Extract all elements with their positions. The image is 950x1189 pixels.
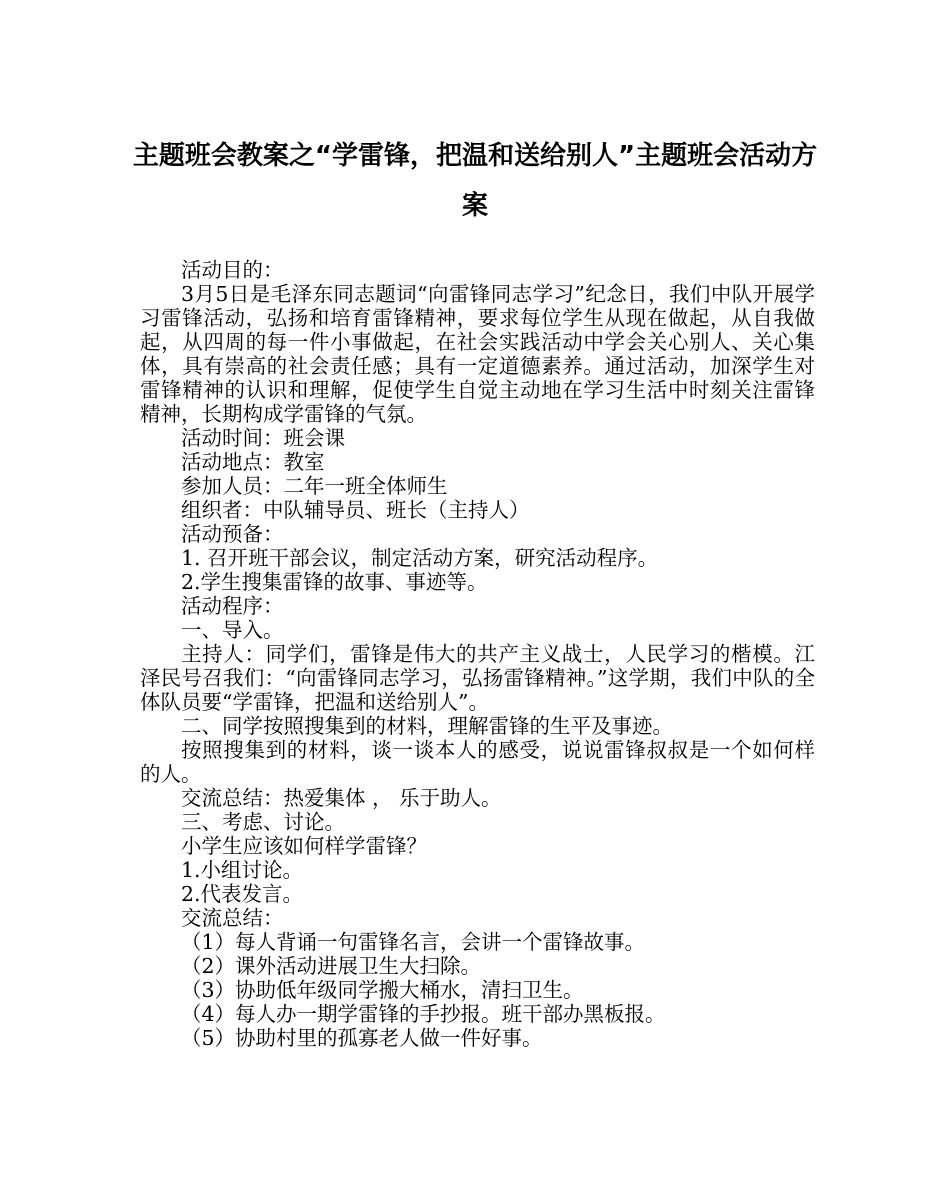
paragraph: （2）课外活动进展卫生大扫除。 <box>181 954 482 978</box>
paragraph: 小学生应该如何样学雷锋？ <box>181 834 427 858</box>
paragraph: 1.小组讨论。 <box>181 858 304 882</box>
paragraph: 活动程序： <box>181 594 284 618</box>
paragraph: 2.学生搜集雷锋的故事、事迹等。 <box>181 570 488 594</box>
paragraph: （3）协助低年级同学搬大桶水，清扫卫生。 <box>181 978 584 1002</box>
paragraph: 活动时间：班会课 <box>181 426 345 450</box>
paragraph: 二、同学按照搜集到的材料，理解雷锋的生平及事迹。 <box>181 714 673 738</box>
paragraph: 三、考虑、讨论。 <box>181 810 345 834</box>
paragraph: （4）每人办一期学雷锋的手抄报。班干部办黑板报。 <box>181 1002 666 1026</box>
paragraph: 3月5日是毛泽东同志题词“向雷锋同志学习”纪念日，我们中队开展学习雷锋活动，弘扬和培育雷锋精神，要求每位学生从现在做起，从自我做起，从四周的每一件小事做起，在社会实践活动中学会关心别人、关心集体，具有崇高的社会责任感；具有一定道德素养。通过活动，加深学生对雷锋精神的认识和理解，促使学生自觉主动地在学习生活中时刻关注雷锋精神，长期构成学雷锋的气氛。 <box>140 282 815 426</box>
paragraph: 交流总结： <box>181 906 284 930</box>
paragraph: 交流总结：热爱集体 ， 乐于助人。 <box>181 786 502 810</box>
document-body <box>140 258 815 1050</box>
paragraph: 活动地点：教室 <box>181 450 325 474</box>
paragraph: 活动目的： <box>181 258 284 282</box>
paragraph: 活动预备： <box>181 522 284 546</box>
paragraph: 1. 召开班干部会议，制定活动方案，研究活动程序。 <box>181 546 659 570</box>
paragraph: 一、导入。 <box>181 618 284 642</box>
paragraph: 2.代表发言。 <box>181 882 304 906</box>
paragraph: （5）协助村里的孤寡老人做一件好事。 <box>181 1026 543 1050</box>
paragraph: 参加人员：二年一班全体师生 <box>181 474 448 498</box>
paragraph: 按照搜集到的材料，谈一谈本人的感受，说说雷锋叔叔是一个如何样的人。 <box>140 738 815 786</box>
paragraph: 主持人：同学们，雷锋是伟大的共产主义战士，人民学习的楷模。江泽民号召我们：“向雷锋同志学习，弘扬雷锋精神。”这学期，我们中队的全体队员要“学雷锋，把温和送给别人”。 <box>140 642 815 714</box>
paragraph: 组织者：中队辅导员、班长（主持人） <box>181 498 530 522</box>
paragraph: （1）每人背诵一句雷锋名言，会讲一个雷锋故事。 <box>181 930 646 954</box>
document-title: 主题班会教案之“学雷锋，把温和送给别人”主题班会活动方案 <box>132 141 818 221</box>
